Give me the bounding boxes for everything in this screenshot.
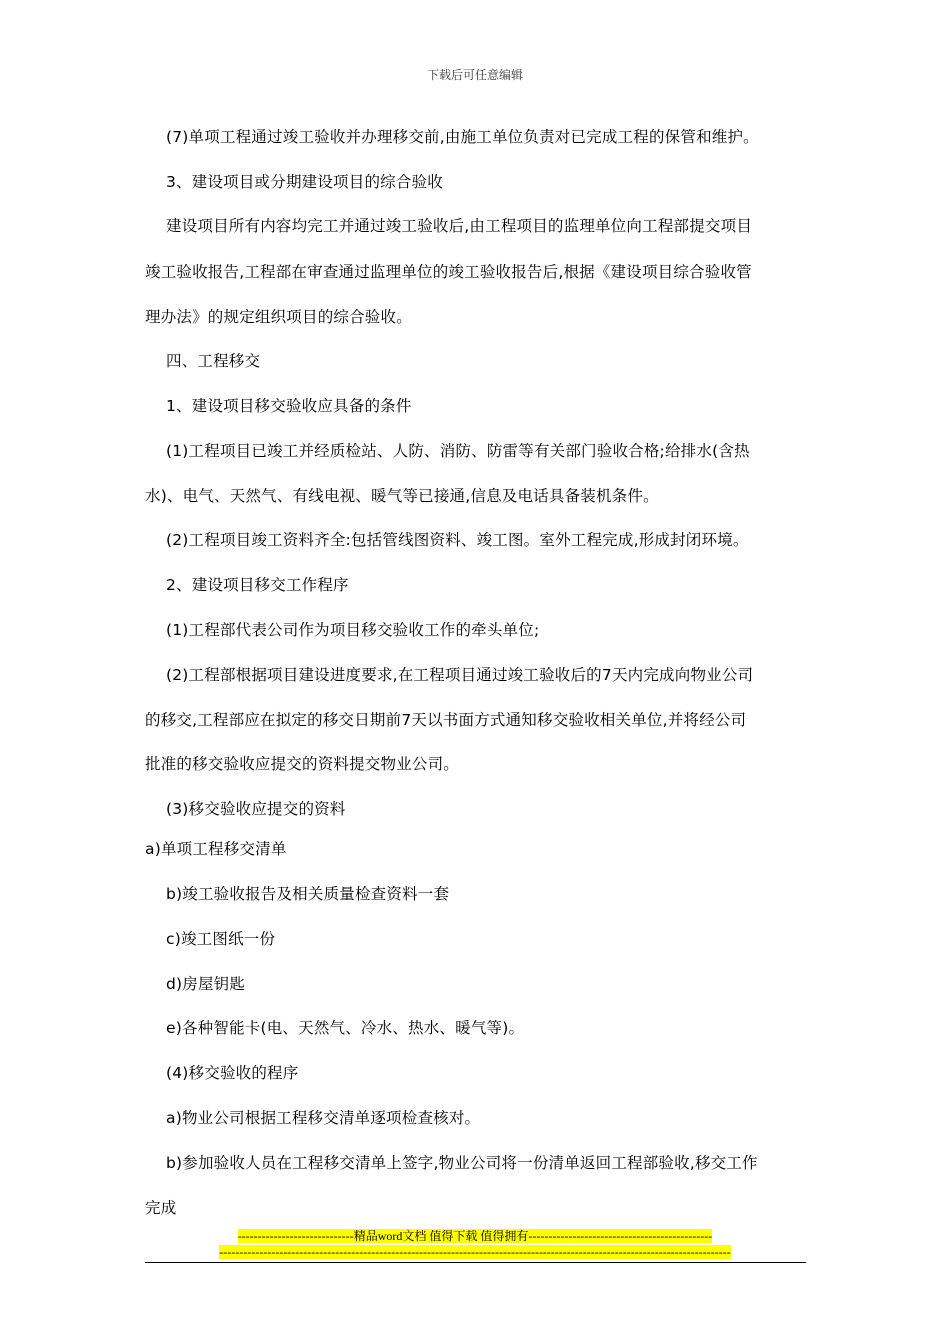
paragraph-line: (1)工程部代表公司作为项目移交验收工作的牵头单位; (166, 621, 540, 639)
paragraph-line: (4)移交验收的程序 (166, 1064, 299, 1082)
footer-banner (0, 1229, 950, 1244)
paragraph-line: (3)移交验收应提交的资料 (166, 800, 346, 818)
paragraph-line: 理办法》的规定组织项目的综合验收。 (145, 308, 412, 326)
footer-dash-line (0, 1245, 950, 1260)
section-heading: 2、建设项目移交工作程序 (166, 576, 349, 594)
paragraph-line: (2)工程部根据项目建设进度要求,在工程项目通过竣工验收后的7天内完成向物业公司 (166, 666, 754, 684)
section-heading: 1、建设项目移交验收应具备的条件 (166, 397, 412, 415)
list-item: c)竣工图纸一份 (166, 930, 276, 948)
list-item: a)物业公司根据工程移交清单逐项检查核对。 (166, 1109, 481, 1127)
section-heading: 3、建设项目或分期建设项目的综合验收 (166, 173, 443, 191)
page-header: 下载后可任意编辑 (426, 68, 523, 82)
paragraph-line: 完成 (145, 1199, 177, 1217)
section-heading: 四、工程移交 (166, 352, 261, 370)
footer-banner-text: -----------------------------精品word文档 值得下载 值得拥有---------------------------------------------- (237, 1229, 713, 1243)
list-item: b)竣工验收报告及相关质量检查资料一套 (166, 885, 450, 903)
list-item: d)房屋钥匙 (166, 975, 246, 993)
footer-divider (145, 1262, 806, 1263)
paragraph-line: (1)工程项目已竣工并经质检站、人防、消防、防雷等有关部门验收合格;给排水(含热 (166, 442, 750, 460)
paragraph-line: 水)、电气、天然气、有线电视、暖气等已接通,信息及电话具备装机条件。 (145, 487, 659, 505)
list-item: e)各种智能卡(电、天然气、冷水、热水、暖气等)。 (166, 1019, 525, 1037)
paragraph-line: 竣工验收报告,工程部在审查通过监理单位的竣工验收报告后,根据《建设项目综合验收管 (145, 263, 752, 281)
paragraph-line: (2)工程项目竣工资料齐全:包括管线图资料、竣工图。室外工程完成,形成封闭环境。 (166, 531, 749, 549)
paragraph-line: 建设项目所有内容均完工并通过竣工验收后,由工程项目的监理单位向工程部提交项目 (166, 217, 753, 235)
list-item: b)参加验收人员在工程移交清单上签字,物业公司将一份清单返回工程部验收,移交工作 (166, 1154, 758, 1172)
paragraph-line: 的移交,工程部应在拟定的移交日期前7天以书面方式通知移交验收相关单位,并将经公司 (145, 711, 747, 729)
paragraph-line: 批准的移交验收应提交的资料提交物业公司。 (145, 755, 460, 773)
list-item: a)单项工程移交清单 (145, 840, 287, 858)
footer-dash-text: -------------------------------------------------------------------------------------------------------------------------------- (219, 1245, 731, 1259)
paragraph-line: (7)单项工程通过竣工验收并办理移交前,由施工单位负责对已完成工程的保管和维护。 (166, 128, 759, 146)
